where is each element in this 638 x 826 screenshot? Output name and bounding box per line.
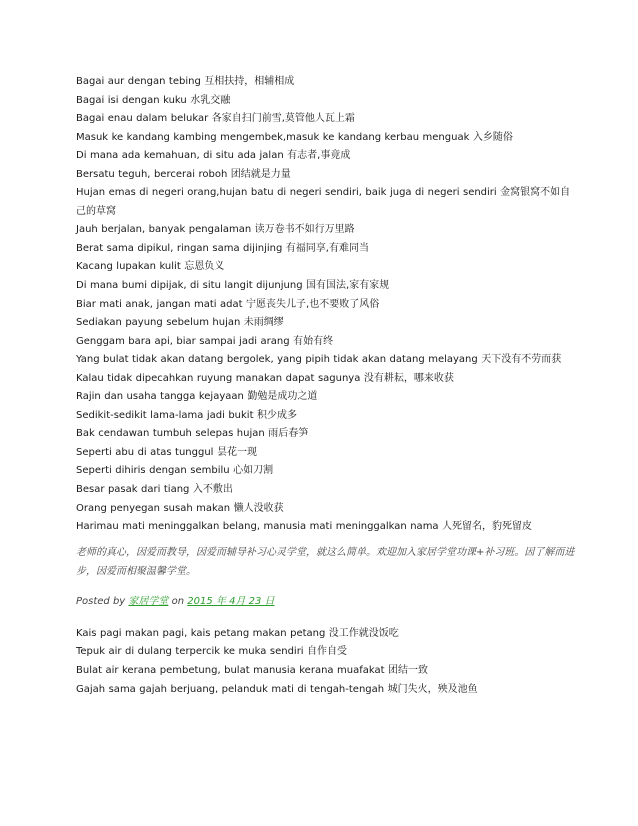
- proverb-line: Kacang lupakan kulit 忘恩负义: [76, 261, 225, 273]
- document-page: [76, 73, 576, 700]
- proverb-line: Tepuk air di dulang terpercik ke muka sendiri 自作自受: [76, 646, 348, 658]
- posted-on-label: on: [171, 595, 185, 607]
- proverb-line: Jauh berjalan, banyak pengalaman 读万卷书不如行万里路: [76, 224, 355, 236]
- proverb-line: Harimau mati meninggalkan belang, manusia mati meninggalkan nama 人死留名，豹死留皮: [76, 521, 533, 533]
- proverb-line: Seperti dihiris dengan sembilu 心如刀割: [76, 465, 274, 477]
- proverb-line: Hujan emas di negeri orang,hujan batu di negeri sendiri, baik juga di negeri sendiri 金窝银窝不如自己的草窝: [76, 187, 571, 217]
- proverb-line: Gajah sama gajah berjuang, pelanduk mati di tengah-tengah 城门失火，殃及池鱼: [76, 683, 478, 695]
- proverb-list-2: [76, 625, 576, 700]
- proverb-line: Seperti abu di atas tunggul 昙花一现: [76, 446, 257, 458]
- proverb-line: Kalau tidak dipecahkan ruyung manakan dapat sagunya 没有耕耘，哪来收获: [76, 372, 454, 384]
- proverb-line: Bulat air kerana pembetung, bulat manusia kerana muafakat 团结一致: [76, 665, 429, 677]
- proverb-line: Orang penyegan susah makan 懒人没收获: [76, 502, 284, 514]
- proverb-line: Sediakan payung sebelum hujan 未雨绸缪: [76, 317, 284, 329]
- proverb-list: [76, 73, 576, 537]
- proverb-line: Di mana bumi dipijak, di situ langit dijunjung 国有国法,家有家规: [76, 280, 390, 292]
- proverb-line: Bagai isi dengan kuku 水乳交融: [76, 94, 231, 106]
- posted-by-label: Posted by: [76, 595, 126, 607]
- proverb-line: Bagai enau dalam belukar 各家自扫门前雪,莫管他人瓦上霜: [76, 113, 355, 125]
- proverb-line: Masuk ke kandang kambing mengembek,masuk ke kandang kerbau menguak 入乡随俗: [76, 131, 513, 143]
- proverb-line: Yang bulat tidak akan datang bergolek, yang pipih tidak akan datang melayang 天下没有不劳而获: [76, 354, 562, 366]
- proverb-line: Bak cendawan tumbuh selepas hujan 雨后春笋: [76, 428, 309, 440]
- proverb-line: Genggam bara api, biar sampai jadi arang 有始有终: [76, 335, 334, 347]
- proverb-line: Berat sama dipikul, ringan sama dijinjing 有福同享,有难同当: [76, 242, 369, 254]
- proverb-line: Biar mati anak, jangan mati adat 宁愿丧失儿子,也不要败了风俗: [76, 298, 380, 310]
- proverb-line: Sedikit-sedikit lama-lama jadi bukit 积少成多: [76, 409, 297, 421]
- date-link[interactable]: 2015 年 4月 23 日: [187, 595, 275, 607]
- proverb-line: Bersatu teguh, bercerai roboh 团结就是力量: [76, 168, 291, 180]
- proverb-line: Di mana ada kemahuan, di situ ada jalan 有志者,事竟成: [76, 150, 351, 162]
- promo-paragraph: 老师的真心，因爱而教导，因爱而辅导补习心灵学堂，就这么简单。欢迎加入家居学堂功课+补习班。因了解而进步，因爱而相聚温馨学堂。: [76, 546, 575, 578]
- proverb-line: Rajin dan usaha tangga kejayaan 勤勉是成功之道: [76, 391, 318, 403]
- proverb-line: Bagai aur dengan tebing 互相扶持，相辅相成: [76, 76, 295, 87]
- proverb-line: Kais pagi makan pagi, kais petang makan petang 没工作就没饭吃: [76, 627, 399, 639]
- post-meta: [76, 594, 576, 610]
- proverb-line: Besar pasak dari tiang 入不敷出: [76, 484, 233, 496]
- author-link[interactable]: 家居学堂: [128, 595, 169, 607]
